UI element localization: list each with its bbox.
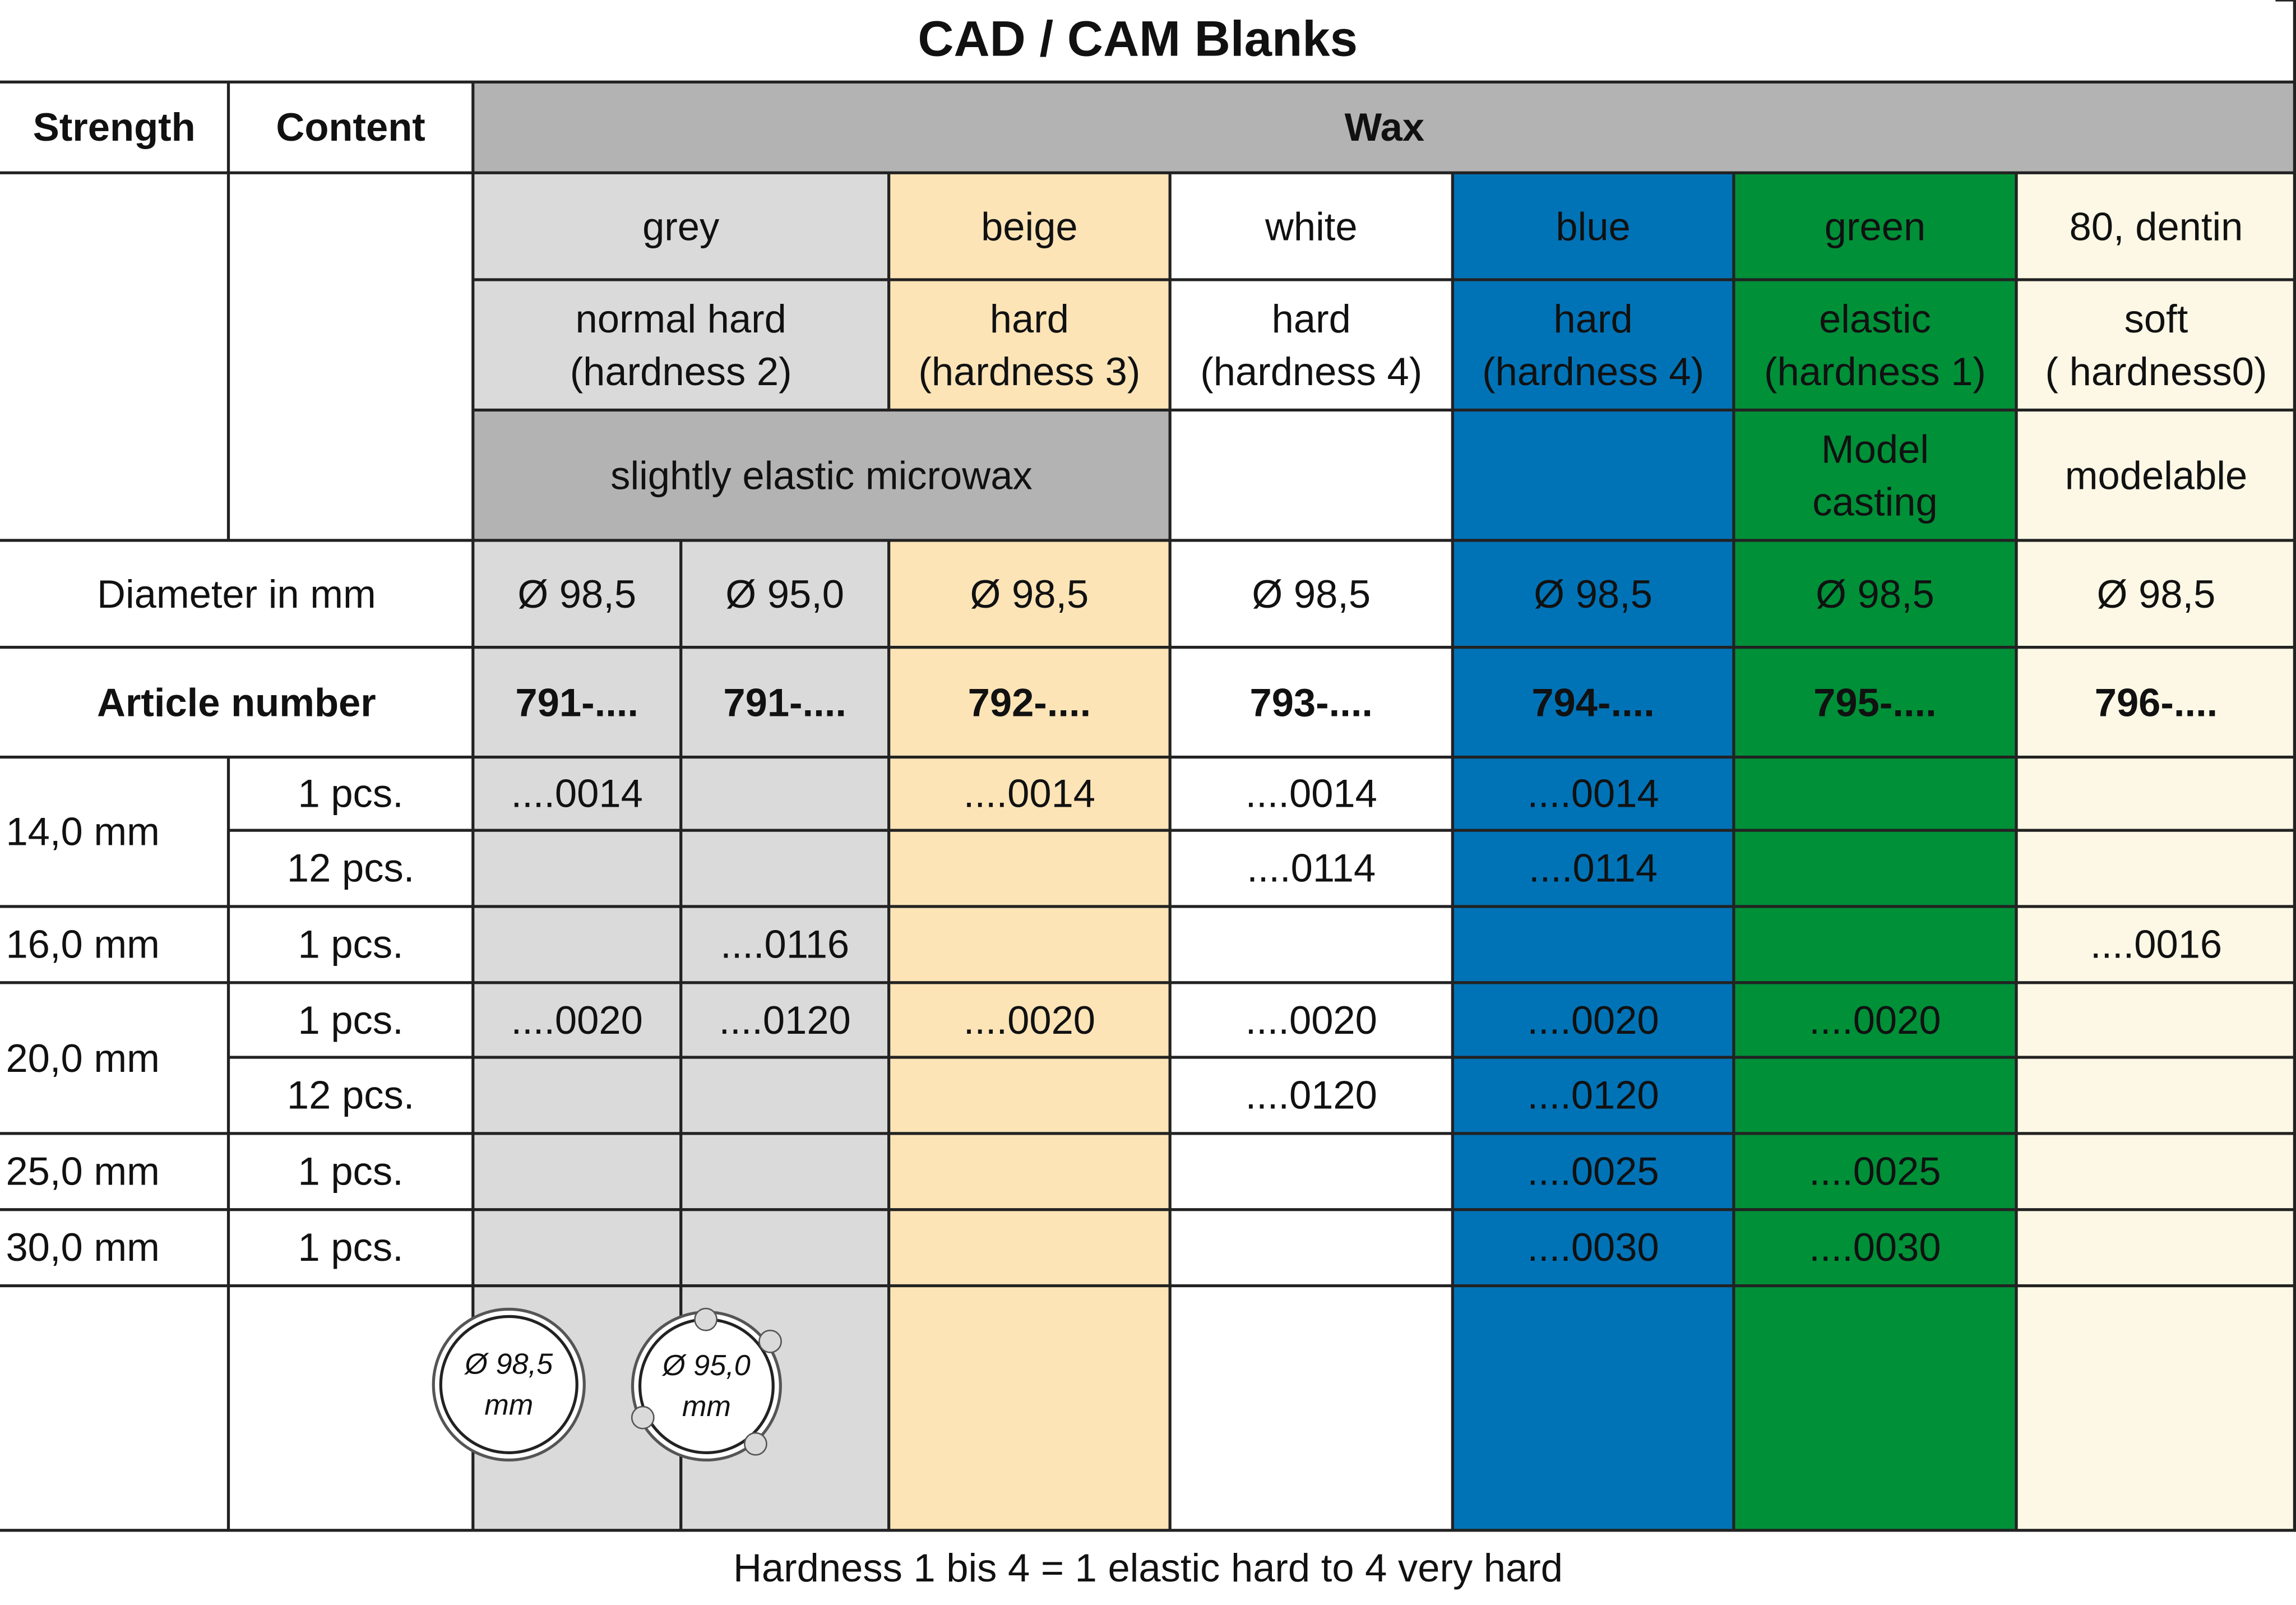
article-number-label: Article number bbox=[96, 680, 376, 724]
table-cell: ....0120 bbox=[1170, 1057, 1452, 1134]
table-cell bbox=[1734, 830, 2016, 906]
content-cell: 1 pcs. bbox=[298, 1225, 404, 1270]
content-cell: 1 pcs. bbox=[298, 1149, 404, 1194]
table-cell: ....0025 bbox=[1734, 1134, 2016, 1210]
article-number-cell: 793-.... bbox=[1170, 647, 1452, 757]
disc-notch-icon bbox=[744, 1432, 767, 1456]
grid-line bbox=[473, 409, 2296, 411]
grid-line bbox=[2015, 173, 2017, 1530]
table-cell bbox=[1452, 906, 1734, 983]
color-blue: blue bbox=[1452, 173, 1734, 280]
table-cell: ....0116 bbox=[681, 906, 889, 983]
disc-notch-icon bbox=[694, 1308, 718, 1331]
disc-row-cell bbox=[1452, 1286, 1734, 1530]
hardness-dentin: soft ( hardness0) bbox=[2016, 280, 2296, 410]
grid-line bbox=[887, 540, 890, 1530]
color-dentin: 80, dentin bbox=[2016, 173, 2296, 280]
diameter-cell: Ø 98,5 bbox=[1734, 540, 2016, 647]
table-cell bbox=[681, 830, 889, 906]
strength-label: 14,0 mm bbox=[6, 810, 160, 854]
table-cell: ....0030 bbox=[1452, 1210, 1734, 1286]
table-cell bbox=[889, 1057, 1170, 1134]
content-cell: 1 pcs. bbox=[298, 998, 404, 1042]
table-cell bbox=[473, 1134, 681, 1210]
table-cell bbox=[681, 1210, 889, 1286]
disc-row-cell bbox=[1734, 1286, 2016, 1530]
table-cell: ....0014 bbox=[889, 757, 1170, 831]
table-cell bbox=[2016, 757, 2296, 831]
grid-line bbox=[0, 1284, 2296, 1287]
content-cell: 12 pcs. bbox=[286, 846, 415, 891]
table-cell bbox=[1170, 906, 1452, 983]
table-cell bbox=[681, 757, 889, 831]
table-cell bbox=[681, 1057, 889, 1134]
grid-line bbox=[0, 646, 2296, 649]
article-number-cell: 791-.... bbox=[473, 647, 681, 757]
hardness-grey: normal hard (hardness 2) bbox=[473, 280, 889, 410]
disc-row-cell bbox=[2016, 1286, 2296, 1530]
table-cell: ....0020 bbox=[473, 983, 681, 1057]
table-cell bbox=[1734, 906, 2016, 983]
hardness-beige: hard (hardness 3) bbox=[889, 280, 1170, 410]
hardness-green: elastic (hardness 1) bbox=[1734, 280, 2016, 410]
table-cell bbox=[2016, 1134, 2296, 1210]
grid-line bbox=[0, 172, 2296, 174]
table-cell: ....0014 bbox=[1170, 757, 1452, 831]
table-cell: ....0016 bbox=[2016, 906, 2296, 983]
hardness-white: hard (hardness 4) bbox=[1170, 280, 1452, 410]
color-white: white bbox=[1170, 173, 1452, 280]
color-grey: grey bbox=[473, 173, 889, 280]
table-cell bbox=[889, 830, 1170, 906]
table-cell bbox=[1734, 757, 2016, 831]
diameter-cell: Ø 98,5 bbox=[1170, 540, 1452, 647]
grid-line bbox=[0, 539, 2296, 542]
grid-line bbox=[229, 1056, 2296, 1058]
table-cell: ....0020 bbox=[1734, 983, 2016, 1057]
table-cell bbox=[889, 1134, 1170, 1210]
grid-line bbox=[1451, 173, 1454, 1530]
table-cell: ....0014 bbox=[473, 757, 681, 831]
grid-line bbox=[227, 82, 230, 540]
grid-line bbox=[0, 1132, 2296, 1135]
content-cell: 1 pcs. bbox=[298, 922, 404, 967]
table-cell bbox=[2016, 830, 2296, 906]
table-cell bbox=[2016, 1057, 2296, 1134]
diameter-cell: Ø 98,5 bbox=[473, 540, 681, 647]
grid-line bbox=[1169, 173, 1172, 1530]
diameter-cell: Ø 95,0 bbox=[681, 540, 889, 647]
table-cell: ....0014 bbox=[1452, 757, 1734, 831]
table-cell: ....0114 bbox=[1170, 830, 1452, 906]
content-cell: 1 pcs. bbox=[298, 771, 404, 816]
disc-notch-icon bbox=[758, 1330, 782, 1353]
article-number-cell: 794-.... bbox=[1452, 647, 1734, 757]
table-cell bbox=[1170, 1210, 1452, 1286]
page-title: CAD / CAM Blanks bbox=[918, 11, 1358, 67]
header-material: Wax bbox=[473, 82, 2296, 173]
usage-model-casting: Model casting bbox=[1734, 410, 2016, 540]
grid-line bbox=[0, 905, 2296, 908]
table-cell bbox=[473, 1210, 681, 1286]
grid-line bbox=[887, 173, 890, 410]
hardness-blue: hard (hardness 4) bbox=[1452, 280, 1734, 410]
usage-modelable: modelable bbox=[2016, 410, 2296, 540]
grid-line bbox=[471, 82, 474, 1530]
disc-95-0-label: Ø 95,0 mm bbox=[662, 1349, 751, 1423]
table-cell: ....0025 bbox=[1452, 1134, 1734, 1210]
strength-label: 16,0 mm bbox=[6, 922, 160, 967]
header-content: Content bbox=[276, 105, 425, 150]
table-cell bbox=[889, 1210, 1170, 1286]
article-number-cell: 795-.... bbox=[1734, 647, 2016, 757]
grid-line bbox=[1732, 173, 1735, 1530]
table-cell bbox=[1734, 1057, 2016, 1134]
grid-line bbox=[473, 278, 2296, 281]
disc-notch-icon bbox=[631, 1406, 655, 1430]
table-cell bbox=[1170, 1134, 1452, 1210]
grid-line bbox=[0, 1208, 2296, 1211]
grid-line bbox=[0, 981, 2296, 984]
table-cell bbox=[889, 906, 1170, 983]
color-green: green bbox=[1734, 173, 2016, 280]
usage-blue bbox=[1452, 410, 1734, 540]
table-cell bbox=[473, 1057, 681, 1134]
grid-line bbox=[227, 757, 230, 1530]
table-cell bbox=[473, 906, 681, 983]
table-cell bbox=[2016, 1210, 2296, 1286]
header-strength: Strength bbox=[33, 105, 196, 150]
diameter-cell: Ø 98,5 bbox=[2016, 540, 2296, 647]
table-cell bbox=[473, 830, 681, 906]
hardness-footnote: Hardness 1 bis 4 = 1 elastic hard to 4 very hard bbox=[733, 1546, 1563, 1590]
diameter-cell: Ø 98,5 bbox=[1452, 540, 1734, 647]
table-cell: ....0030 bbox=[1734, 1210, 2016, 1286]
usage-microwax: slightly elastic microwax bbox=[473, 410, 1170, 540]
table-cell: ....0120 bbox=[681, 983, 889, 1057]
strength-label: 25,0 mm bbox=[6, 1149, 160, 1194]
table-cell: ....0020 bbox=[1452, 983, 1734, 1057]
diameter-cell: Ø 98,5 bbox=[889, 540, 1170, 647]
disc-95-0-icon bbox=[638, 1318, 775, 1454]
article-number-cell: 791-.... bbox=[681, 647, 889, 757]
table-cell: ....0020 bbox=[1170, 983, 1452, 1057]
grid-line bbox=[0, 756, 2296, 758]
article-number-cell: 792-.... bbox=[889, 647, 1170, 757]
grid-line bbox=[2293, 0, 2296, 1532]
article-number-cell: 796-.... bbox=[2016, 647, 2296, 757]
disc-row-cell bbox=[1170, 1286, 1452, 1530]
color-beige: beige bbox=[889, 173, 1170, 280]
table-cell: ....0120 bbox=[1452, 1057, 1734, 1134]
strength-label: 30,0 mm bbox=[6, 1225, 160, 1270]
usage-white bbox=[1170, 410, 1452, 540]
table-cell bbox=[681, 1134, 889, 1210]
content-cell: 12 pcs. bbox=[286, 1073, 415, 1118]
table-cell: ....0020 bbox=[889, 983, 1170, 1057]
disc-row-cell bbox=[889, 1286, 1170, 1530]
strength-label: 20,0 mm bbox=[6, 1036, 160, 1080]
table-cell bbox=[2016, 983, 2296, 1057]
diameter-label: Diameter in mm bbox=[97, 572, 376, 616]
grid-line bbox=[0, 81, 2296, 84]
disc-98-5-icon: Ø 98,5 mm bbox=[439, 1315, 578, 1454]
table-cell: ....0114 bbox=[1452, 830, 1734, 906]
grid-line bbox=[229, 829, 2296, 832]
